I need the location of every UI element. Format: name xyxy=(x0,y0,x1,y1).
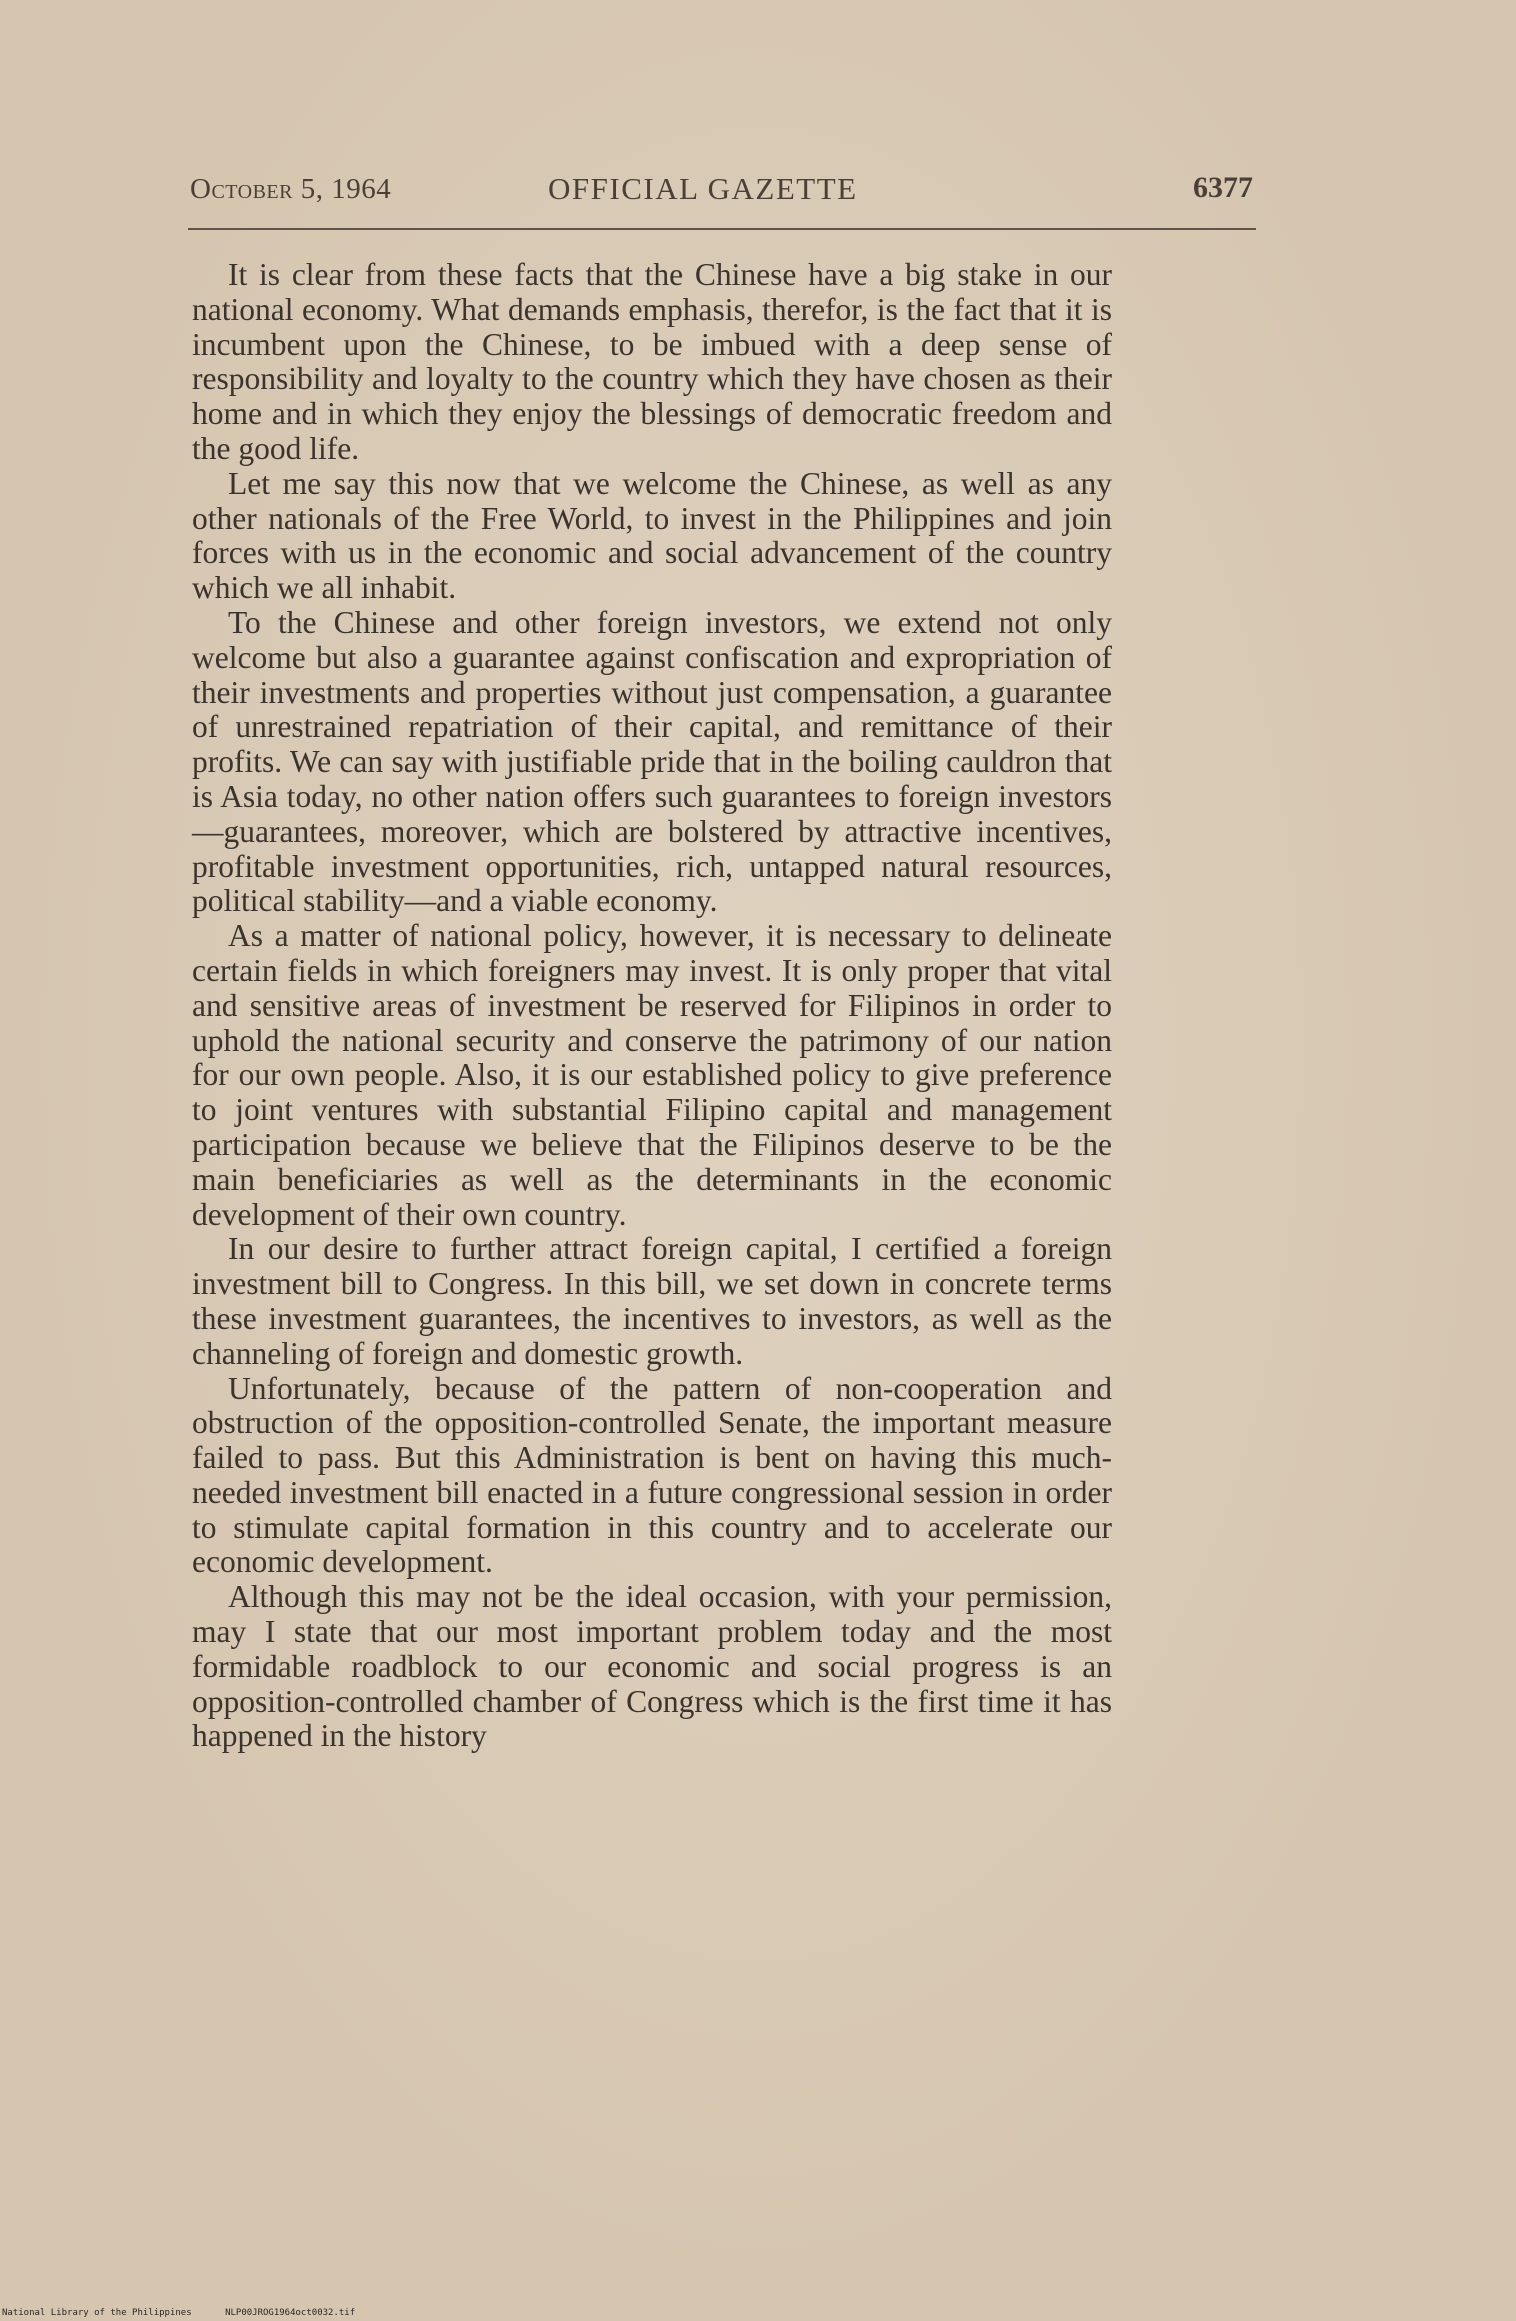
page-header xyxy=(190,173,1255,219)
page-number: 6377 xyxy=(1193,171,1253,204)
paragraph: Let me say this now that we welcome the Chinese, as well as any other nationals of the Free World, to invest in the Philippines and join forces with us in the economic and social advancement of the country which we all inhabit. xyxy=(192,465,1112,606)
paragraph: In our desire to further attract foreign capital, I certified a foreign investment bill to Congress. In this bill, we set down in concrete terms these investment guarantees, the incentives to investors, as well as the channeling of foreign and domestic growth. xyxy=(192,1231,1112,1371)
paragraph: To the Chinese and other foreign investors, we extend not only welcome but also a guarantee against confiscation and expropriation of their investments and properties without just compensation, a guarantee of unrestrained repatriation of their capital, and remittance of their profits. We can say with justifiable pride that in the boiling cauldron that is Asia today, no other nation offers such guarantees to foreign investors—guarantees, moreover, which are bolstered by attractive incentives, profitable investment opportunities, rich, untapped natural resources, political stability—and a viable economy. xyxy=(192,604,1112,919)
paragraph: As a matter of national policy, however, it is necessary to delineate certain fields in which foreigners may invest. It is only proper that vital and sensitive areas of investment be reserved for Filipinos in order to uphold the national security and conserve the patrimony of our nation for our own people. Also, it is our established policy to give preference to joint ventures with substantial Filipino capital and management participation because we believe that the Filipinos deserve to be the main beneficiaries as well as the determinants in the economic development of their own country. xyxy=(192,918,1112,1232)
scan-filename: NLP00JROG1964oct0032.tif xyxy=(225,2308,356,2318)
scan-footer xyxy=(2,2308,383,2318)
issue-date: October 5, 1964 xyxy=(190,173,392,205)
header-rule xyxy=(188,228,1256,230)
paragraph: Although this may not be the ideal occasion, with your permission, may I state that our most important problem today and the most formidable roadblock to our economic and social progress is an opposition-controlled chamber of Congress which is the first time it has happened in the history xyxy=(192,1579,1112,1754)
paragraph: It is clear from these facts that the Chinese have a big stake in our national economy. What demands emphasis, therefor, is the fact that it is incumbent upon the Chinese, to be imbued with a deep sense of responsibility and loyalty to the country which they have chosen as their home and in which they enjoy the blessings of democratic freedom and the good life. xyxy=(192,257,1112,466)
paragraph: Unfortunately, because of the pattern of non-cooperation and obstruction of the opposition-controlled Senate, the important measure failed to pass. But this Administration is bent on having this much-needed investment bill enacted in a future congressional session in order to stimulate capital formation in this country and to accelerate our economic development. xyxy=(192,1370,1112,1580)
publication-title: OFFICIAL GAZETTE xyxy=(548,171,858,206)
library-credit: National Library of the Philippines xyxy=(2,2308,192,2318)
article-body xyxy=(192,258,1112,1754)
